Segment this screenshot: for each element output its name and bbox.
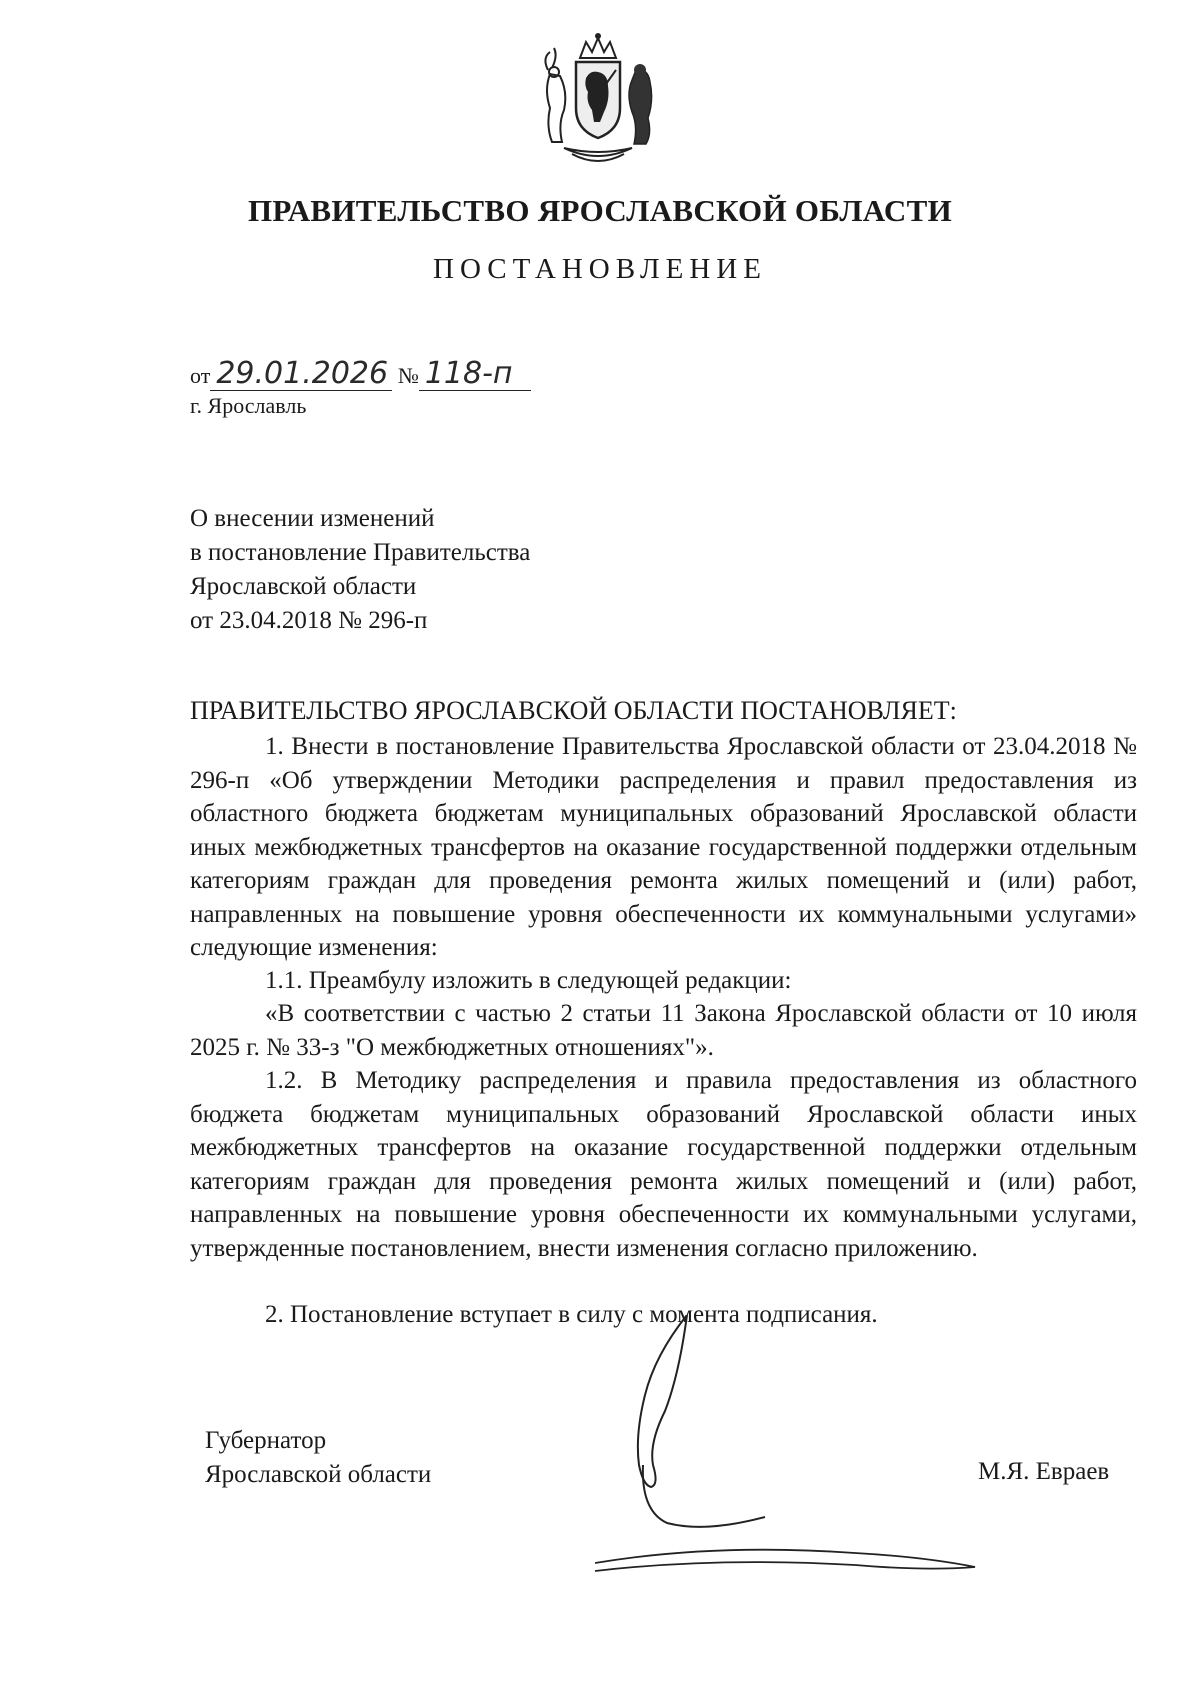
paragraph-1-1-quote: «В соответствии с частью 2 статьи 11 Закона Ярославской области от 10 июля 2025 г. № 33-з "О межбюджетных отношениях"». [190, 1000, 1137, 1061]
document-subject [190, 502, 530, 638]
subject-line: в постановление Правительства [190, 539, 531, 566]
handwritten-number: 118-п [419, 358, 531, 391]
signatory-title [205, 1424, 431, 1492]
document-type-title: ПОСТАНОВЛЕНИЕ [433, 253, 767, 285]
subject-line: от 23.04.2018 № 296-п [190, 607, 428, 634]
paragraph-1-2: 1.2. В Методику распределения и правила предоставления из областного бюджета бюджетам муниципальных образований Ярославской области иных межбюджетных трансфертов на оказание государственной поддержки отдельным категориям граждан для проведения ремонта жилых помещений и (или) работ, направленных на повышение уровня обеспеченности их коммунальными услугами, утвержденные постановлением, внести изменения согласно приложению. [190, 1067, 1137, 1262]
handwritten-date: 29.01.2026 [210, 358, 392, 391]
subject-line: Ярославской области [190, 573, 417, 600]
issue-city: г. Ярославль [190, 393, 307, 418]
coat-of-arms-emblem [528, 30, 668, 170]
date-prefix: от [190, 363, 211, 388]
paragraph-2: 2. Постановление вступает в силу с момента подписания. [265, 1301, 878, 1328]
paragraph-1-1: 1.1. Преамбулу изложить в следующей редакции: [265, 967, 792, 994]
signatory-name: М.Я. Евраев [978, 1458, 1110, 1485]
handwritten-signature [595, 1315, 1015, 1575]
paragraph-1: 1. Внести в постановление Правительства Ярославской области от 23.04.2018 № 296-п «Об утверждении Методики распределения и правил предоставления из областного бюджета бюджетам муниципальных образований Ярославской области иных межбюджетных трансфертов на оказание государственной поддержки отдельным категориям граждан для проведения ремонта жилых помещений и (или) работ, направленных на повышение уровня обеспеченности их коммунальными услугами» следующие изменения: [190, 733, 1137, 961]
organization-title: ПРАВИТЕЛЬСТВО ЯРОСЛАВСКОЙ ОБЛАСТИ [248, 193, 952, 228]
signatory-title-line: Ярославской области [205, 1461, 432, 1488]
decree-heading: ПРАВИТЕЛЬСТВО ЯРОСЛАВСКОЙ ОБЛАСТИ ПОСТАНОВЛЯЕТ: [190, 696, 957, 725]
registration-line [190, 358, 531, 391]
signatory-title-line: Губернатор [205, 1427, 327, 1454]
subject-line: О внесении изменений [190, 505, 435, 532]
number-prefix: № [397, 363, 419, 388]
